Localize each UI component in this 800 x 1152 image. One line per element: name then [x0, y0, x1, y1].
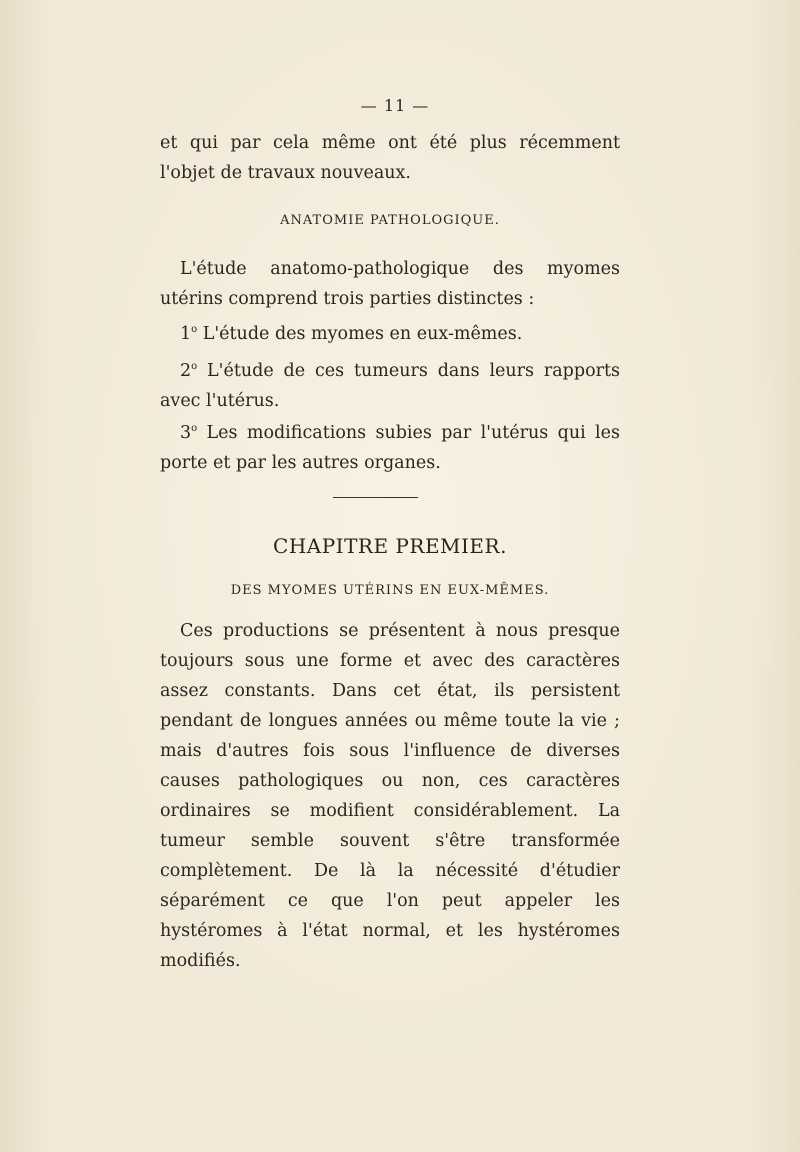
list-item-3 [160, 414, 620, 478]
chapter-body-paragraph: Ces productions se présentent à nous presque toujours sous une forme et avec des caractères assez constants. Dans cet état, ils persistent pendant de longues années ou même toute la vie ; mais d'autres fois sous l'influence de diverses causes pathologiques ou non, ces caractères ordinaires se modifient considérablement. La tumeur semble souvent s'être transformée complètement. De là la nécessité d'étudier séparément ce que l'on peut appeler les hystéromes à l'état normal, et les hystéromes modifiés. [160, 621, 620, 971]
page-number: — 11 — [360, 96, 430, 115]
list-item-ordinal: o [191, 361, 198, 372]
chapter-subtitle: DES MYOMES UTÉRINS EN EUX-MÊMES. [230, 583, 550, 598]
list-item-text: L'étude des myomes en eux-mêmes. [197, 323, 523, 344]
list-item-text: Les modifications subies par l'utérus qui les porte et par les autres organes. [160, 422, 620, 473]
section-divider [333, 497, 418, 498]
list-item-text: L'étude de ces tumeurs dans leurs rapports avec l'utérus. [160, 360, 620, 411]
chapter-title: CHAPITRE PREMIER. [273, 534, 507, 558]
section-lead-paragraph: L'étude anatomo-pathologique des myomes utérins comprend trois parties distinctes : [160, 259, 620, 309]
list-item-number: 3 [180, 422, 192, 443]
list-item-ordinal: o [191, 423, 198, 434]
list-item-1 [160, 315, 620, 349]
intro-paragraph: et qui par cela même ont été plus récemment l'objet de travaux nouveaux. [160, 133, 620, 183]
section-heading: ANATOMIE PATHOLOGIQUE. [280, 213, 500, 228]
list-item-number: 1 [180, 323, 192, 344]
list-item-ordinal: o [191, 324, 198, 335]
list-item-number: 2 [180, 360, 192, 381]
list-item-2 [160, 352, 620, 416]
